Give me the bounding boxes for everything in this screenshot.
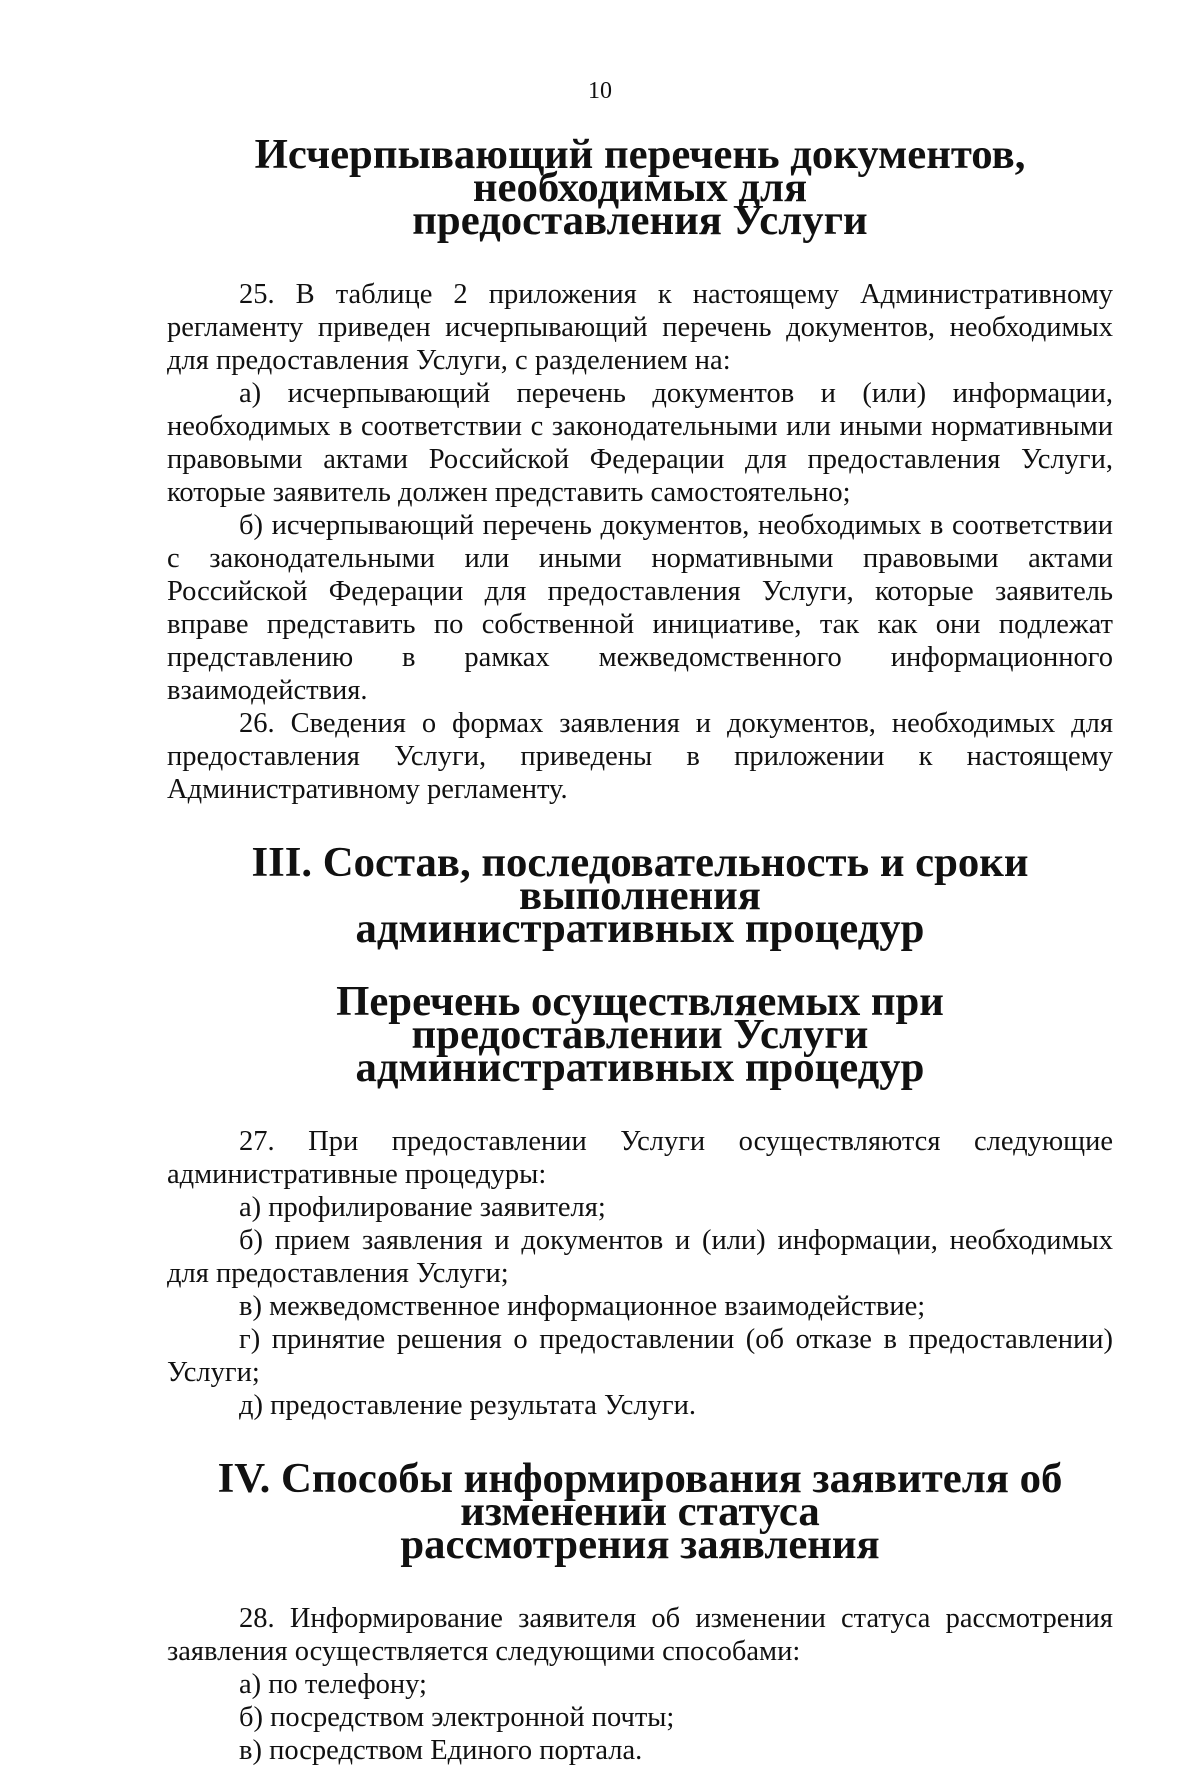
paragraph-25-b: б) исчерпывающий перечень документов, необходимых в соответствии с законодательными или иными нормативными правовыми актами Российской Федерации для предоставления Услуги, которые заявитель вправе представить по собственной инициативе, так как они подлежат представлению в рамках межведомственного информационного взаимодействия.	[167, 510, 1113, 706]
paragraph-26: 26. Сведения о формах заявления и документов, необходимых для предоставления Услуги, приведены в приложении к настоящему Административному регламенту.	[167, 708, 1113, 805]
heading-line: III. Состав, последовательность и сроки выполнения	[251, 839, 1029, 919]
paragraph-28: 28. Информирование заявителя об изменении статуса рассмотрения заявления осуществляется следующими способами:	[167, 1603, 1113, 1667]
heading-line: административных процедур	[355, 1044, 925, 1091]
paragraph-25-a: а) исчерпывающий перечень документов и (или) информации, необходимых в соответствии с законодательными или иными нормативными правовыми актами Российской Федерации для предоставления Услуги, которые заявитель должен представить самостоятельно;	[167, 378, 1113, 508]
paragraph-27-v: в) межведомственное информационное взаимодействие;	[239, 1291, 926, 1322]
heading-line: административных процедур	[355, 905, 925, 952]
heading-line: IV. Способы информирования заявителя об изменении статуса	[217, 1455, 1063, 1535]
heading-line: Перечень осуществляемых при предоставлении Услуги	[336, 978, 944, 1058]
heading-line: рассмотрения заявления	[400, 1521, 880, 1568]
document-body	[167, 131, 1113, 1767]
section-heading-iv	[167, 1455, 1113, 1568]
paragraph-27-g: г) принятие решения о предоставлении (об отказе в предоставлении) Услуги;	[167, 1324, 1113, 1388]
section-heading-procedures-list	[167, 978, 1113, 1091]
paragraph-27-b: б) прием заявления и документов и (или) информации, необходимых для предоставления Услуги;	[167, 1225, 1113, 1289]
paragraph-28-a: а) по телефону;	[239, 1669, 427, 1700]
paragraph-28-v: в) посредством Единого портала.	[239, 1735, 643, 1766]
page-number: 10	[588, 78, 612, 104]
paragraph-28-b: б) посредством электронной почты;	[239, 1702, 675, 1733]
heading-line: Исчерпывающий перечень документов, необходимых для	[254, 131, 1026, 211]
paragraph-27-d: д) предоставление результата Услуги.	[239, 1390, 696, 1421]
section-heading-iii	[167, 839, 1113, 952]
paragraph-27: 27. При предоставлении Услуги осуществляются следующие административные процедуры:	[167, 1126, 1113, 1190]
paragraph-25: 25. В таблице 2 приложения к настоящему Административному регламенту приведен исчерпывающий перечень документов, необходимых для предоставления Услуги, с разделением на:	[167, 279, 1113, 376]
paragraph-27-a: а) профилирование заявителя;	[239, 1192, 606, 1223]
section-heading-documents-list	[167, 131, 1113, 244]
heading-line: предоставления Услуги	[412, 197, 868, 244]
